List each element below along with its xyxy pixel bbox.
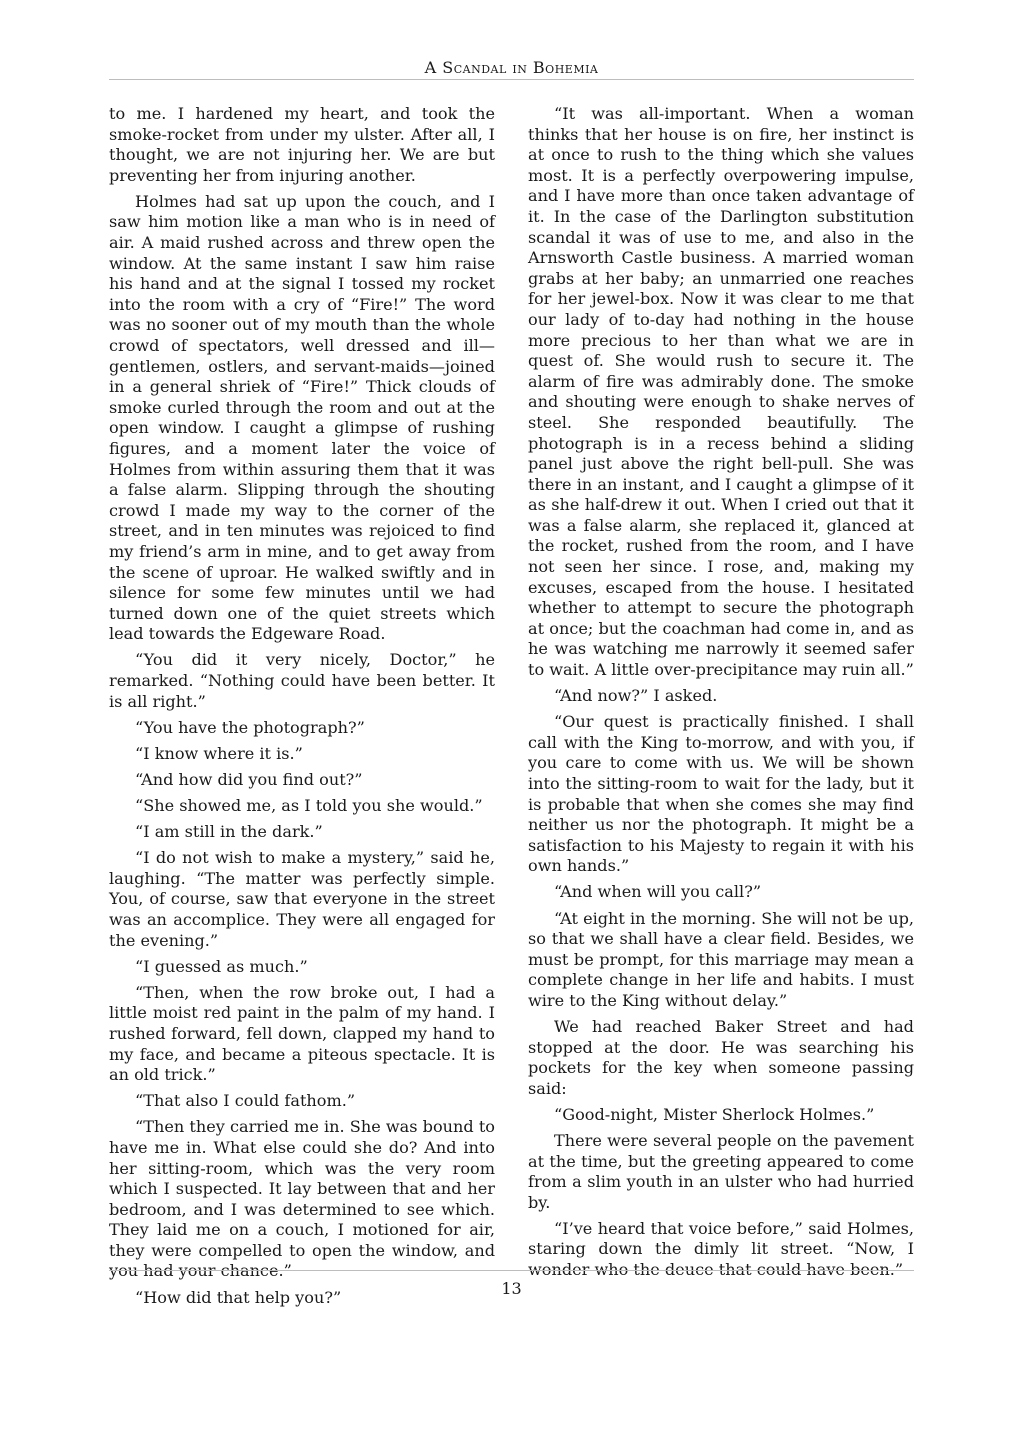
paragraph: “Our quest is practically finished. I shall call with the King to-morrow, and with you, if you care to come with us. We will be shown into the sitting-room to wait for the lady, but it is probable that when she comes she may find neither us nor the photograph. It might be a satisfaction to his Majesty to regain it with his own hands.” xyxy=(528,712,914,876)
paragraph: “I know where it is.” xyxy=(135,743,303,763)
page-number: 13 xyxy=(501,1279,522,1298)
paragraph: “I’ve heard that voice before,” said Holmes, staring down the dimly lit street. “Now, I wonder who the deuce that could have been.” xyxy=(528,1218,914,1280)
paragraph: We had reached Baker Street and had stopped at the door. He was searching his pockets for the key when someone passing said: xyxy=(528,1017,914,1098)
paragraph: “You have the photograph?” xyxy=(135,717,365,737)
paragraph: “How did that help you?” xyxy=(135,1287,342,1307)
paragraph: “And now?” I asked. xyxy=(554,686,718,706)
left-column xyxy=(109,104,495,1314)
header-rule xyxy=(109,79,914,80)
paragraph: “She showed me, as I told you she would.” xyxy=(135,796,483,815)
paragraph: “You did it very nicely, Doctor,” he remarked. “Nothing could have been better. It is all right.” xyxy=(109,650,495,711)
paragraph: “Good-night, Mister Sherlock Holmes.” xyxy=(554,1104,875,1124)
running-header: A Scandal in Bohemia xyxy=(424,58,599,77)
footer-rule xyxy=(109,1270,914,1271)
paragraph: “And when will you call?” xyxy=(554,882,762,902)
paragraph: “I guessed as much.” xyxy=(135,956,308,976)
paragraph: There were several people on the pavement at the time, but the greeting appeared to come from a slim youth in an ulster who had hurried by. xyxy=(528,1131,914,1212)
paragraph: “Then they carried me in. She was bound to have me in. What else could she do? And into her sitting-room, which was the very room which I suspected. It lay between that and her bedroom, and I was determined to see which. They laid me on a couch, I motioned for air, they were compelled to open the window, and you had your chance.” xyxy=(109,1117,495,1281)
paragraph: to me. I hardened my heart, and took the smoke-rocket from under my ulster. After all, I thought, we are not injuring her. We are but preventing her from injuring another. xyxy=(109,104,495,185)
paragraph: “That also I could fathom.” xyxy=(135,1091,356,1111)
right-column xyxy=(528,104,914,1286)
paragraph: “It was all-important. When a woman thinks that her house is on fire, her instinct is at once to rush to the thing which she values most. It is a perfectly overpowering impulse, and I have more than once taken advantage of it. In the case of the Darlington substitution scandal it was of use to me, and also in the Arnsworth Castle business. A married woman grabs at her baby; an unmarried one reaches for her jewel-box. Now it was clear to me that our lady of to-day had nothing in the house more precious to her than what we are in quest of. She would rush to secure it. The alarm of fire was admirably done. The smoke and shouting were enough to shake nerves of steel. She responded beautifully. The photograph is in a recess behind a sliding panel just above the right bell-pull. She was there in an instant, and I caught a glimpse of it as she half-drew it out. When I cried out that it was a false alarm, she replaced it, glanced at the rocket, rushed from the room, and I have not seen her since. I rose, and, making my excuses, escaped from the house. I hesitated whether to attempt to secure the photograph at once; but the coachman had come in, and as he was watching me narrowly it seemed safer to wait. A little over-precipitance may ruin all.” xyxy=(528,104,914,680)
paragraph: “I do not wish to make a mystery,” said he, laughing. “The matter was perfectly simple. You, of course, saw that everyone in the street was an accomplice. They were all engaged for the evening.” xyxy=(109,848,495,950)
paragraph: “At eight in the morning. She will not be up, so that we shall have a clear field. Besides, we must be prompt, for this marriage may mean a complete change in her life and habits. I must wire to the King without delay.” xyxy=(528,908,914,1010)
paragraph: “Then, when the row broke out, I had a little moist red paint in the palm of my hand. I rushed forward, fell down, clapped my hand to my face, and became a piteous spectacle. It is an old trick.” xyxy=(109,982,495,1085)
paragraph: “I am still in the dark.” xyxy=(135,822,323,842)
paragraph: “And how did you find out?” xyxy=(135,769,363,789)
paragraph: Holmes had sat up upon the couch, and I saw him motion like a man who is in need of air. A maid rushed across and threw open the window. At the same instant I saw him raise his hand and at the signal I tossed my rocket into the room with a cry of “Fire!” The word was no sooner out of my mouth than the whole crowd of spectators, well dressed and ill—gentlemen, ostlers, and servant-maids—joined in a general shriek of “Fire!” Thick clouds of smoke curled through the room and out at the open window. I caught a glimpse of rushing figures, and a moment later the voice of Holmes from within assuring them that it was a false alarm. Slipping through the shouting crowd I made my way to the corner of the street, and in ten minutes was rejoiced to find my friend’s arm in mine, and to get away from the scene of uproar. He walked swiftly and in silence for some few minutes until we had turned down one of the quiet streets which lead towards the Edgeware Road. xyxy=(109,191,495,644)
